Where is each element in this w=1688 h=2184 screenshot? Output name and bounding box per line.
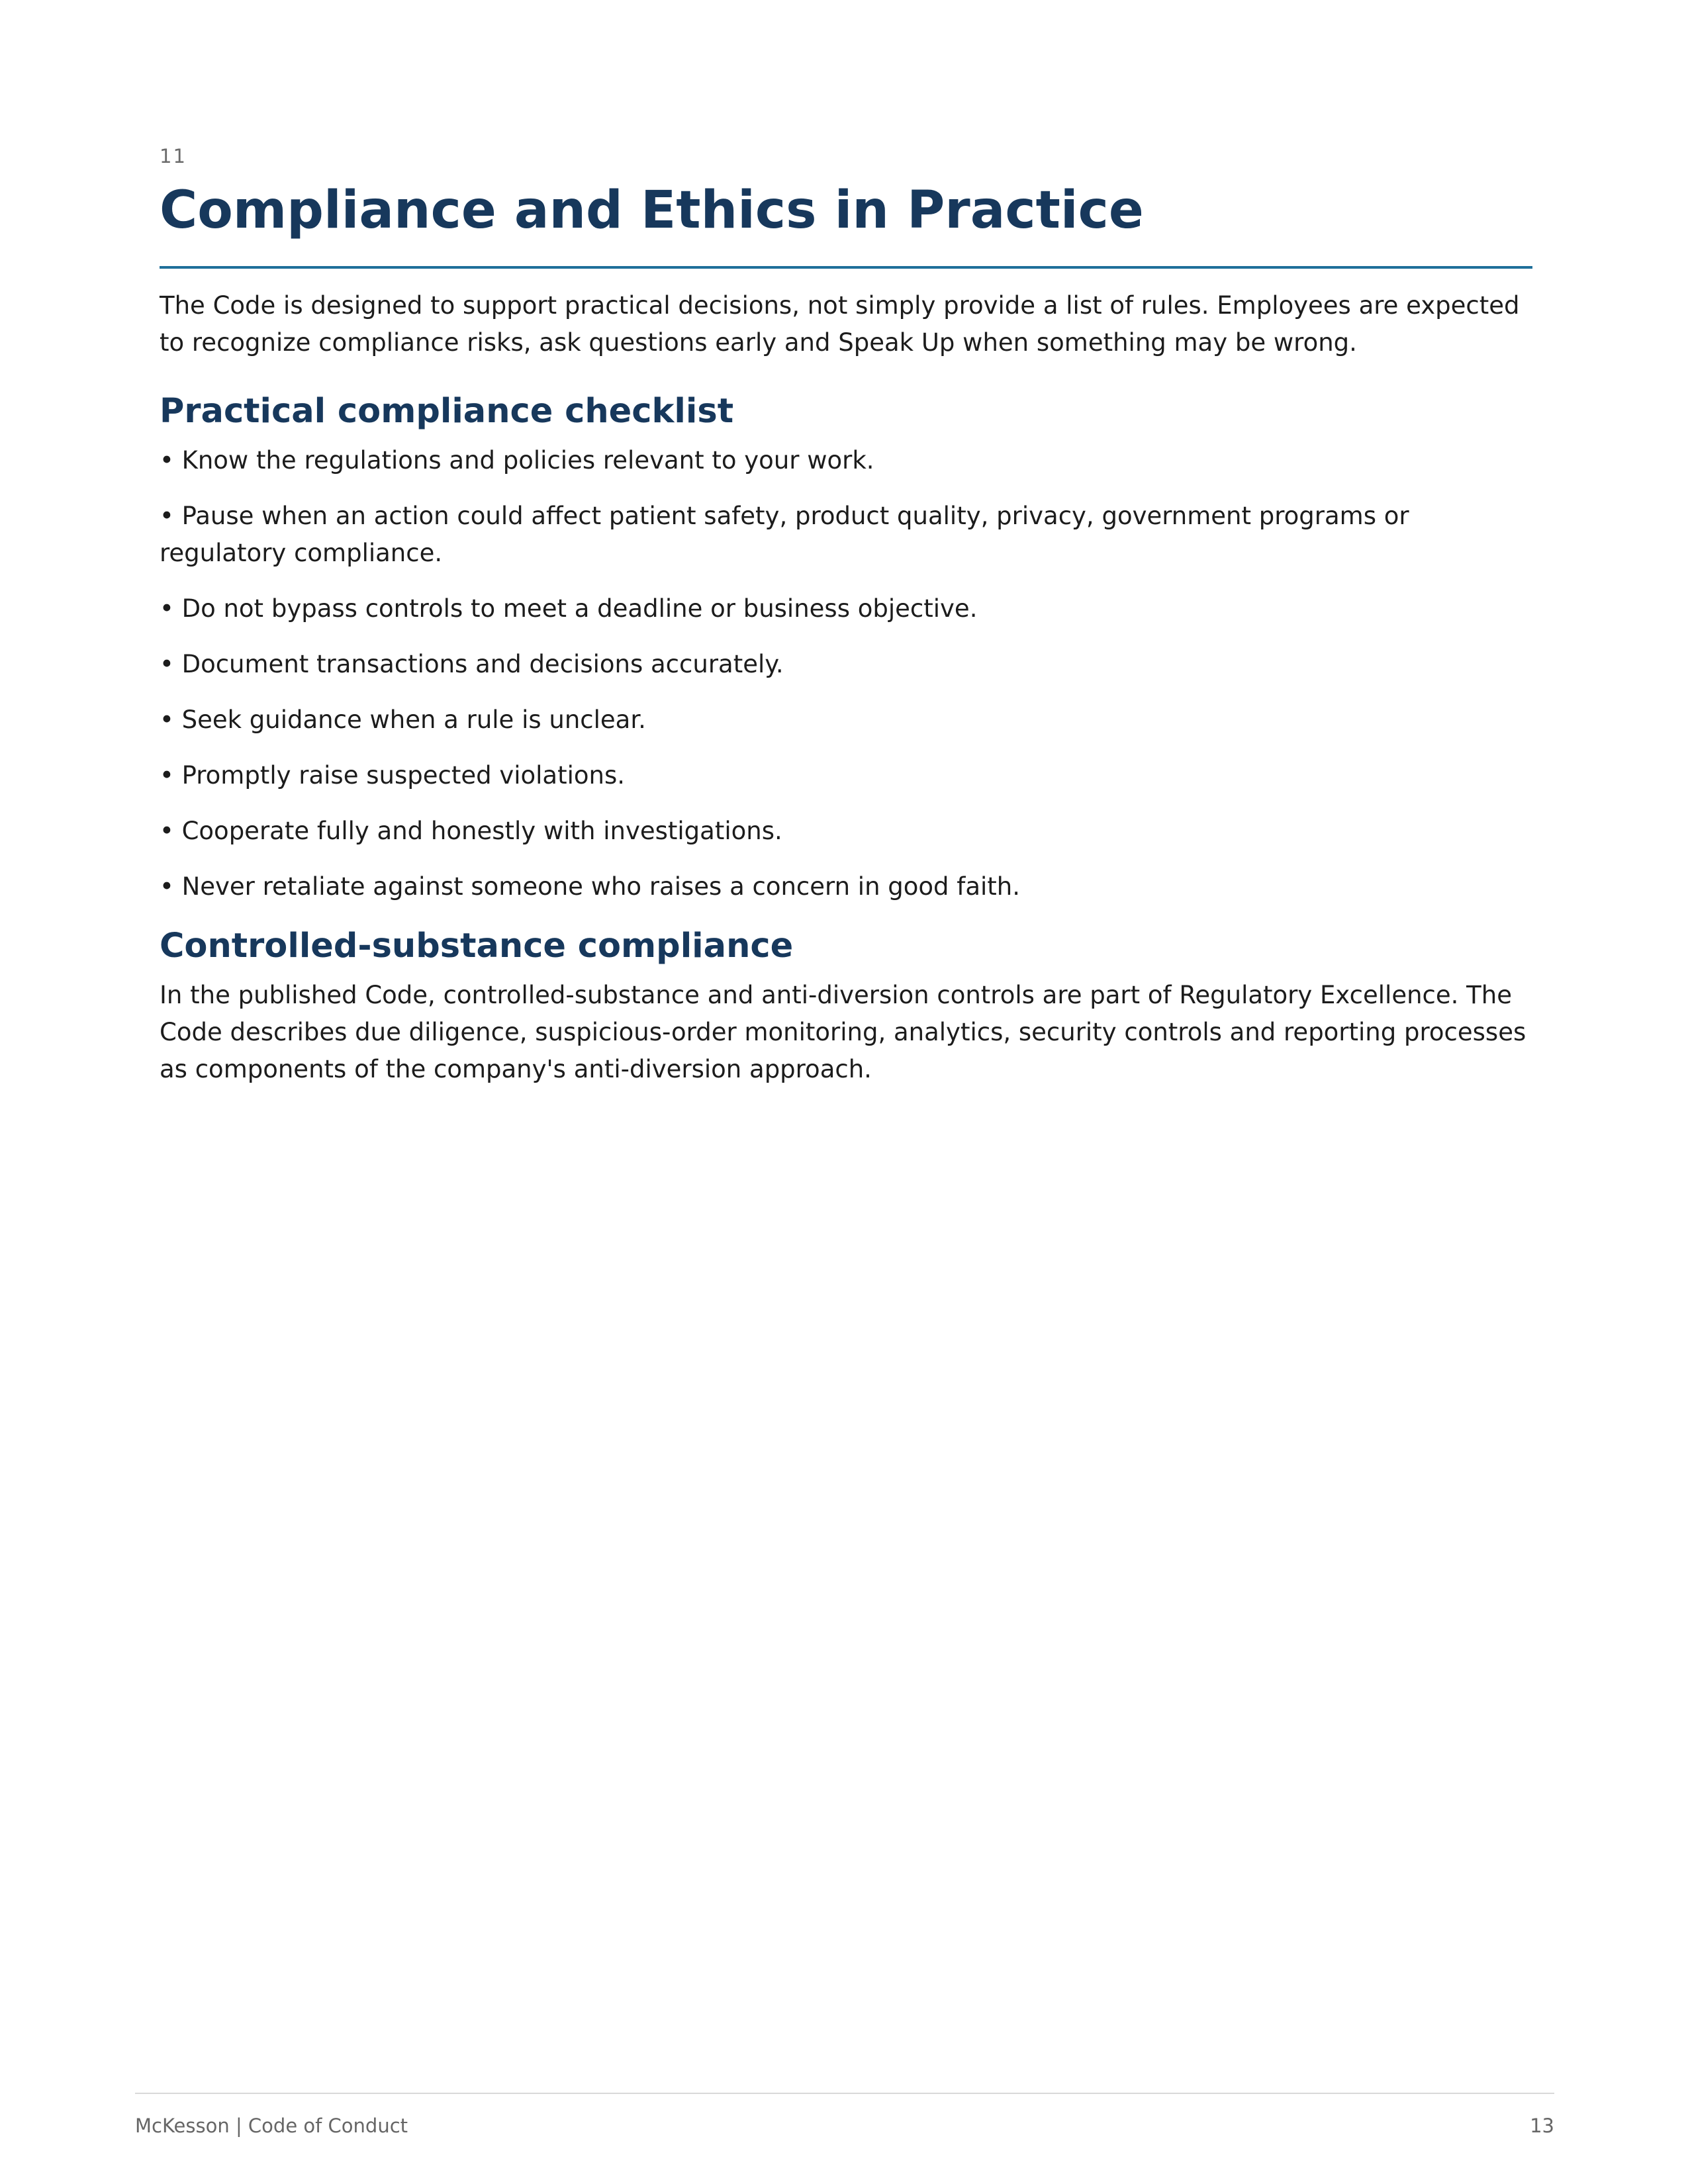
checklist-heading: Practical compliance checklist bbox=[160, 392, 734, 431]
list-item: • Do not bypass controls to meet a deadline or business objective. bbox=[160, 594, 978, 623]
list-item: • Never retaliate against someone who raises a concern in good faith. bbox=[160, 872, 1021, 901]
controlled-substance-paragraph: In the published Code, controlled-substance and anti-diversion controls are part of Regulatory Excellence. The Code describes due diligence, suspicious-order monitoring, analytics, security controls and reporting processes as components of the company's anti-diversion approach. bbox=[160, 981, 1526, 1083]
list-item: • Promptly raise suspected violations. bbox=[160, 761, 626, 790]
title-divider bbox=[160, 266, 1532, 269]
page-footer bbox=[135, 2093, 1554, 2139]
list-item: • Seek guidance when a rule is unclear. bbox=[160, 705, 646, 734]
list-item: • Document transactions and decisions accurately. bbox=[160, 650, 784, 678]
footer-page-number: 13 bbox=[1530, 2115, 1554, 2137]
intro-paragraph: The Code is designed to support practical decisions, not simply provide a list of rules. Employees are expected to recognize compliance risks, ask questions early and Speak Up when something may be wrong. bbox=[160, 291, 1520, 357]
footer-divider bbox=[135, 2093, 1554, 2094]
list-item: • Cooperate fully and honestly with investigations. bbox=[160, 817, 782, 845]
page-content bbox=[160, 142, 1532, 1088]
footer-row bbox=[135, 2113, 1554, 2139]
section-number: 11 bbox=[160, 145, 187, 167]
controlled-substance-heading: Controlled-substance compliance bbox=[160, 927, 794, 966]
footer-document-title: McKesson | Code of Conduct bbox=[135, 2115, 408, 2137]
page-title: Compliance and Ethics in Practice bbox=[160, 181, 1144, 240]
list-item: • Know the regulations and policies relevant to your work. bbox=[160, 446, 874, 475]
checklist bbox=[160, 442, 1532, 905]
list-item: • Pause when an action could affect patient safety, product quality, privacy, government programs or regulatory compliance. bbox=[160, 502, 1409, 567]
